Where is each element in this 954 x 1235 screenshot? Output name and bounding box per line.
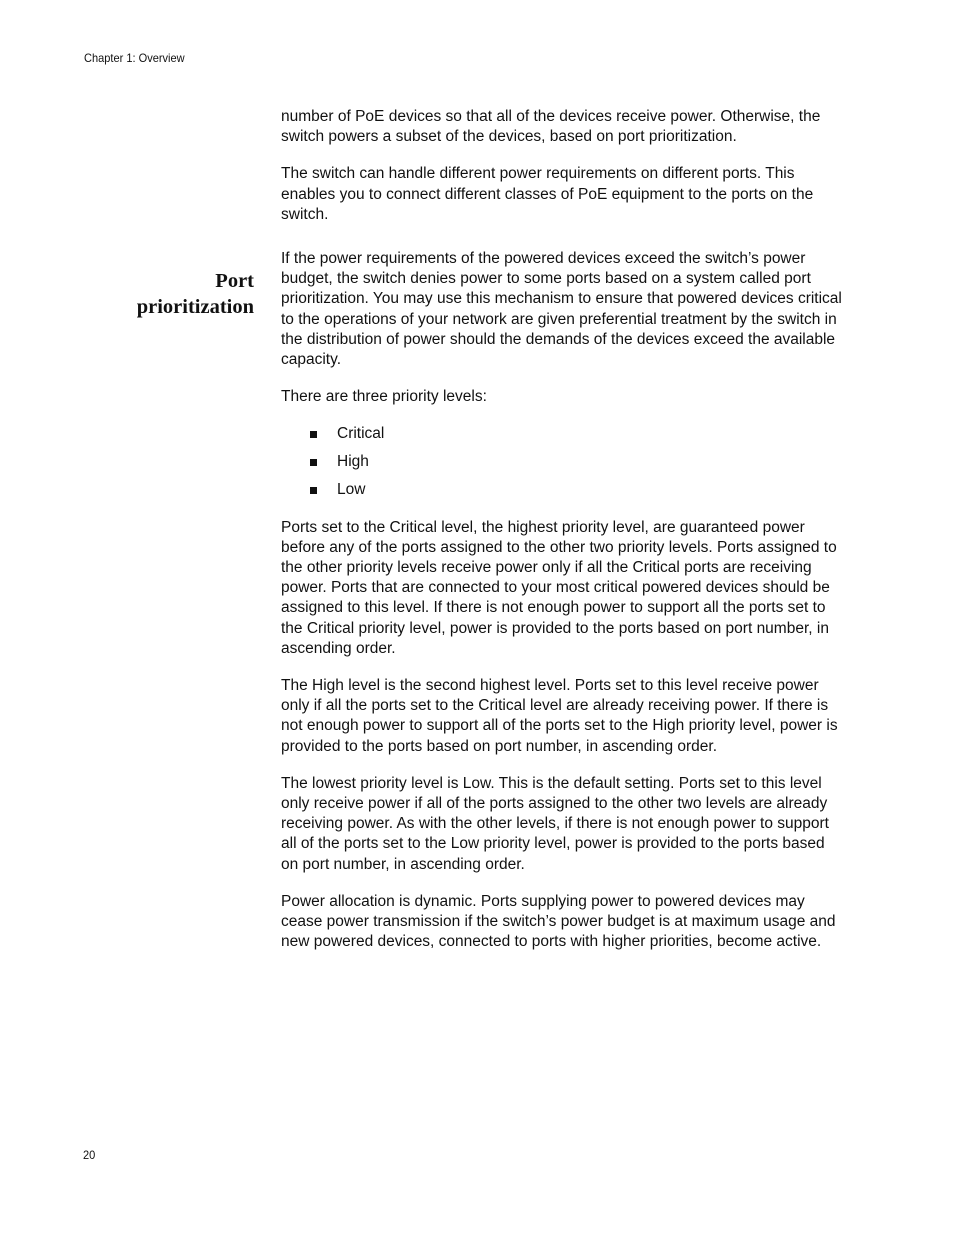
page-number: 20 (83, 1148, 96, 1162)
section-spacer (281, 242, 843, 249)
list-item (281, 452, 843, 472)
prioritization-paragraph: If the power requirements of the powered devices exceed the switch’s power budget, the switch denies power to some ports based on a system called port prioritization. You may use this mechanism to ensure that powered devices critical to the operations of your network are given preferential treatment by the switch in the distribution of power should the demands of the devices exceed the available capacity. (281, 250, 842, 369)
square-bullet-icon (310, 459, 317, 466)
square-bullet-icon (310, 431, 317, 438)
critical-level-paragraph: Ports set to the Critical level, the highest priority level, are guaranteed power before any of the ports assigned to the other two priority levels. Ports assigned to the other priority levels receive power only if all the Critical ports are receiving power. Ports that are connected to your most critical powered devices should be assigned to this level. If there is not enough power to support all the ports set to the Critical priority level, power is provided to the ports based on port number, in ascending order. (281, 518, 837, 657)
low-level-paragraph: The lowest priority level is Low. This is the default setting. Ports set to this level only receive power if all of the ports assigned to the other two levels are already receiving power. As with the other levels, if there is not enough power to support all of the ports set to the Low priority level, power is provided to the ports based on port number, in ascending order. (281, 774, 829, 873)
intro-paragraph-2: The switch can handle different power requirements on different ports. This enables you to connect different classes of PoE equipment to the ports on the switch. (281, 165, 814, 223)
body-column (281, 107, 843, 953)
levels-intro: There are three priority levels: (281, 388, 487, 406)
priority-level-label: Critical (337, 425, 385, 443)
running-header: Chapter 1: Overview (84, 51, 185, 65)
section-heading (74, 268, 254, 320)
list-item (281, 480, 843, 500)
priority-level-list (281, 424, 843, 500)
square-bullet-icon (310, 487, 317, 494)
section-heading-line2: prioritization (136, 296, 254, 318)
priority-level-label: High (337, 453, 369, 471)
section-heading-line1: Port (215, 270, 254, 292)
priority-level-label: Low (337, 481, 366, 499)
intro-paragraph-1: number of PoE devices so that all of the devices receive power. Otherwise, the switch powers a subset of the devices, based on port prioritization. (281, 108, 821, 146)
high-level-paragraph: The High level is the second highest level. Ports set to this level receive power only if all the ports set to the Critical level are already receiving power. If there is not enough power to support all of the ports set to the High priority level, power is provided to the ports based on port number, in ascending order. (281, 677, 838, 755)
list-item (281, 424, 843, 444)
dynamic-allocation-paragraph: Power allocation is dynamic. Ports supplying power to powered devices may cease power transmission if the switch’s power budget is at maximum usage and new powered devices, connected to ports with higher priorities, become active. (281, 892, 836, 951)
